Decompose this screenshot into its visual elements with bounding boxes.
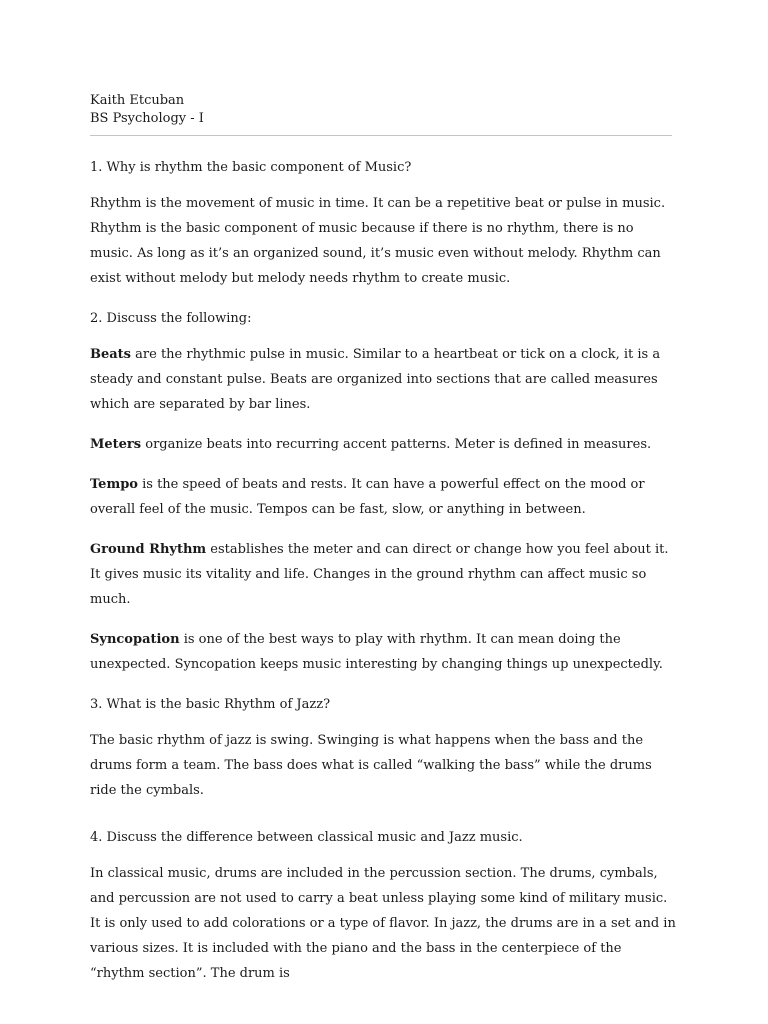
term-definition: is one of the best ways to play with rhythm. It can mean doing the unexpected. Syncopation keeps music interesting by changing things up unexpectedly. [90,632,663,672]
term-ground-rhythm [90,537,680,612]
term-definition: is the speed of beats and rests. It can have a powerful effect on the mood or overall feel of the music. Tempos can be fast, slow, or anything in between. [90,477,645,517]
header-divider [90,135,672,136]
term-title: Tempo [90,477,138,492]
term-meters [90,432,680,457]
answer-1: Rhythm is the movement of music in time. It can be a repetitive beat or pulse in music. Rhythm is the basic component of music because if there is no rhythm, there is no music. As long as it’s an organized sound, it’s music even without melody. Rhythm can exist without melody but melody needs rhythm to create music. [90,196,666,286]
question-3: 3. What is the basic Rhythm of Jazz? [90,697,331,712]
term-title: Ground Rhythm [90,542,207,557]
term-beats [90,342,680,417]
term-title: Meters [90,437,142,452]
question-1: 1. Why is rhythm the basic component of Music? [90,160,412,175]
author-name: Kaith Etcuban [90,93,185,108]
term-title: Syncopation [90,632,180,647]
course-label: BS Psychology - I [90,111,204,126]
question-2: 2. Discuss the following: [90,311,252,326]
document-header [90,92,204,128]
question-4: 4. Discuss the difference between classical music and Jazz music. [90,830,523,845]
term-title: Beats [90,347,132,362]
term-definition: are the rhythmic pulse in music. Similar to a heartbeat or tick on a clock, it is a steady and constant pulse. Beats are organized into sections that are called measures which are separated by bar lines. [90,347,661,412]
term-syncopation [90,627,680,677]
document-body [90,155,680,1001]
term-definition: establishes the meter and can direct or change how you feel about it. It gives music its vitality and life. Changes in the ground rhythm can affect music so much. [90,542,669,607]
answer-4: In classical music, drums are included in the percussion section. The drums, cymbals, and percussion are not used to carry a beat unless playing some kind of military music. It is only used to add colorations or a type of flavor. In jazz, the drums are in a set and in various sizes. It is included with the piano and the bass in the centerpiece of the “rhythm section”. The drum is [90,866,676,981]
term-tempo [90,472,680,522]
term-definition: organize beats into recurring accent patterns. Meter is defined in measures. [141,437,652,452]
answer-3: The basic rhythm of jazz is swing. Swinging is what happens when the bass and the drums form a team. The bass does what is called “walking the bass” while the drums ride the cymbals. [90,733,652,798]
